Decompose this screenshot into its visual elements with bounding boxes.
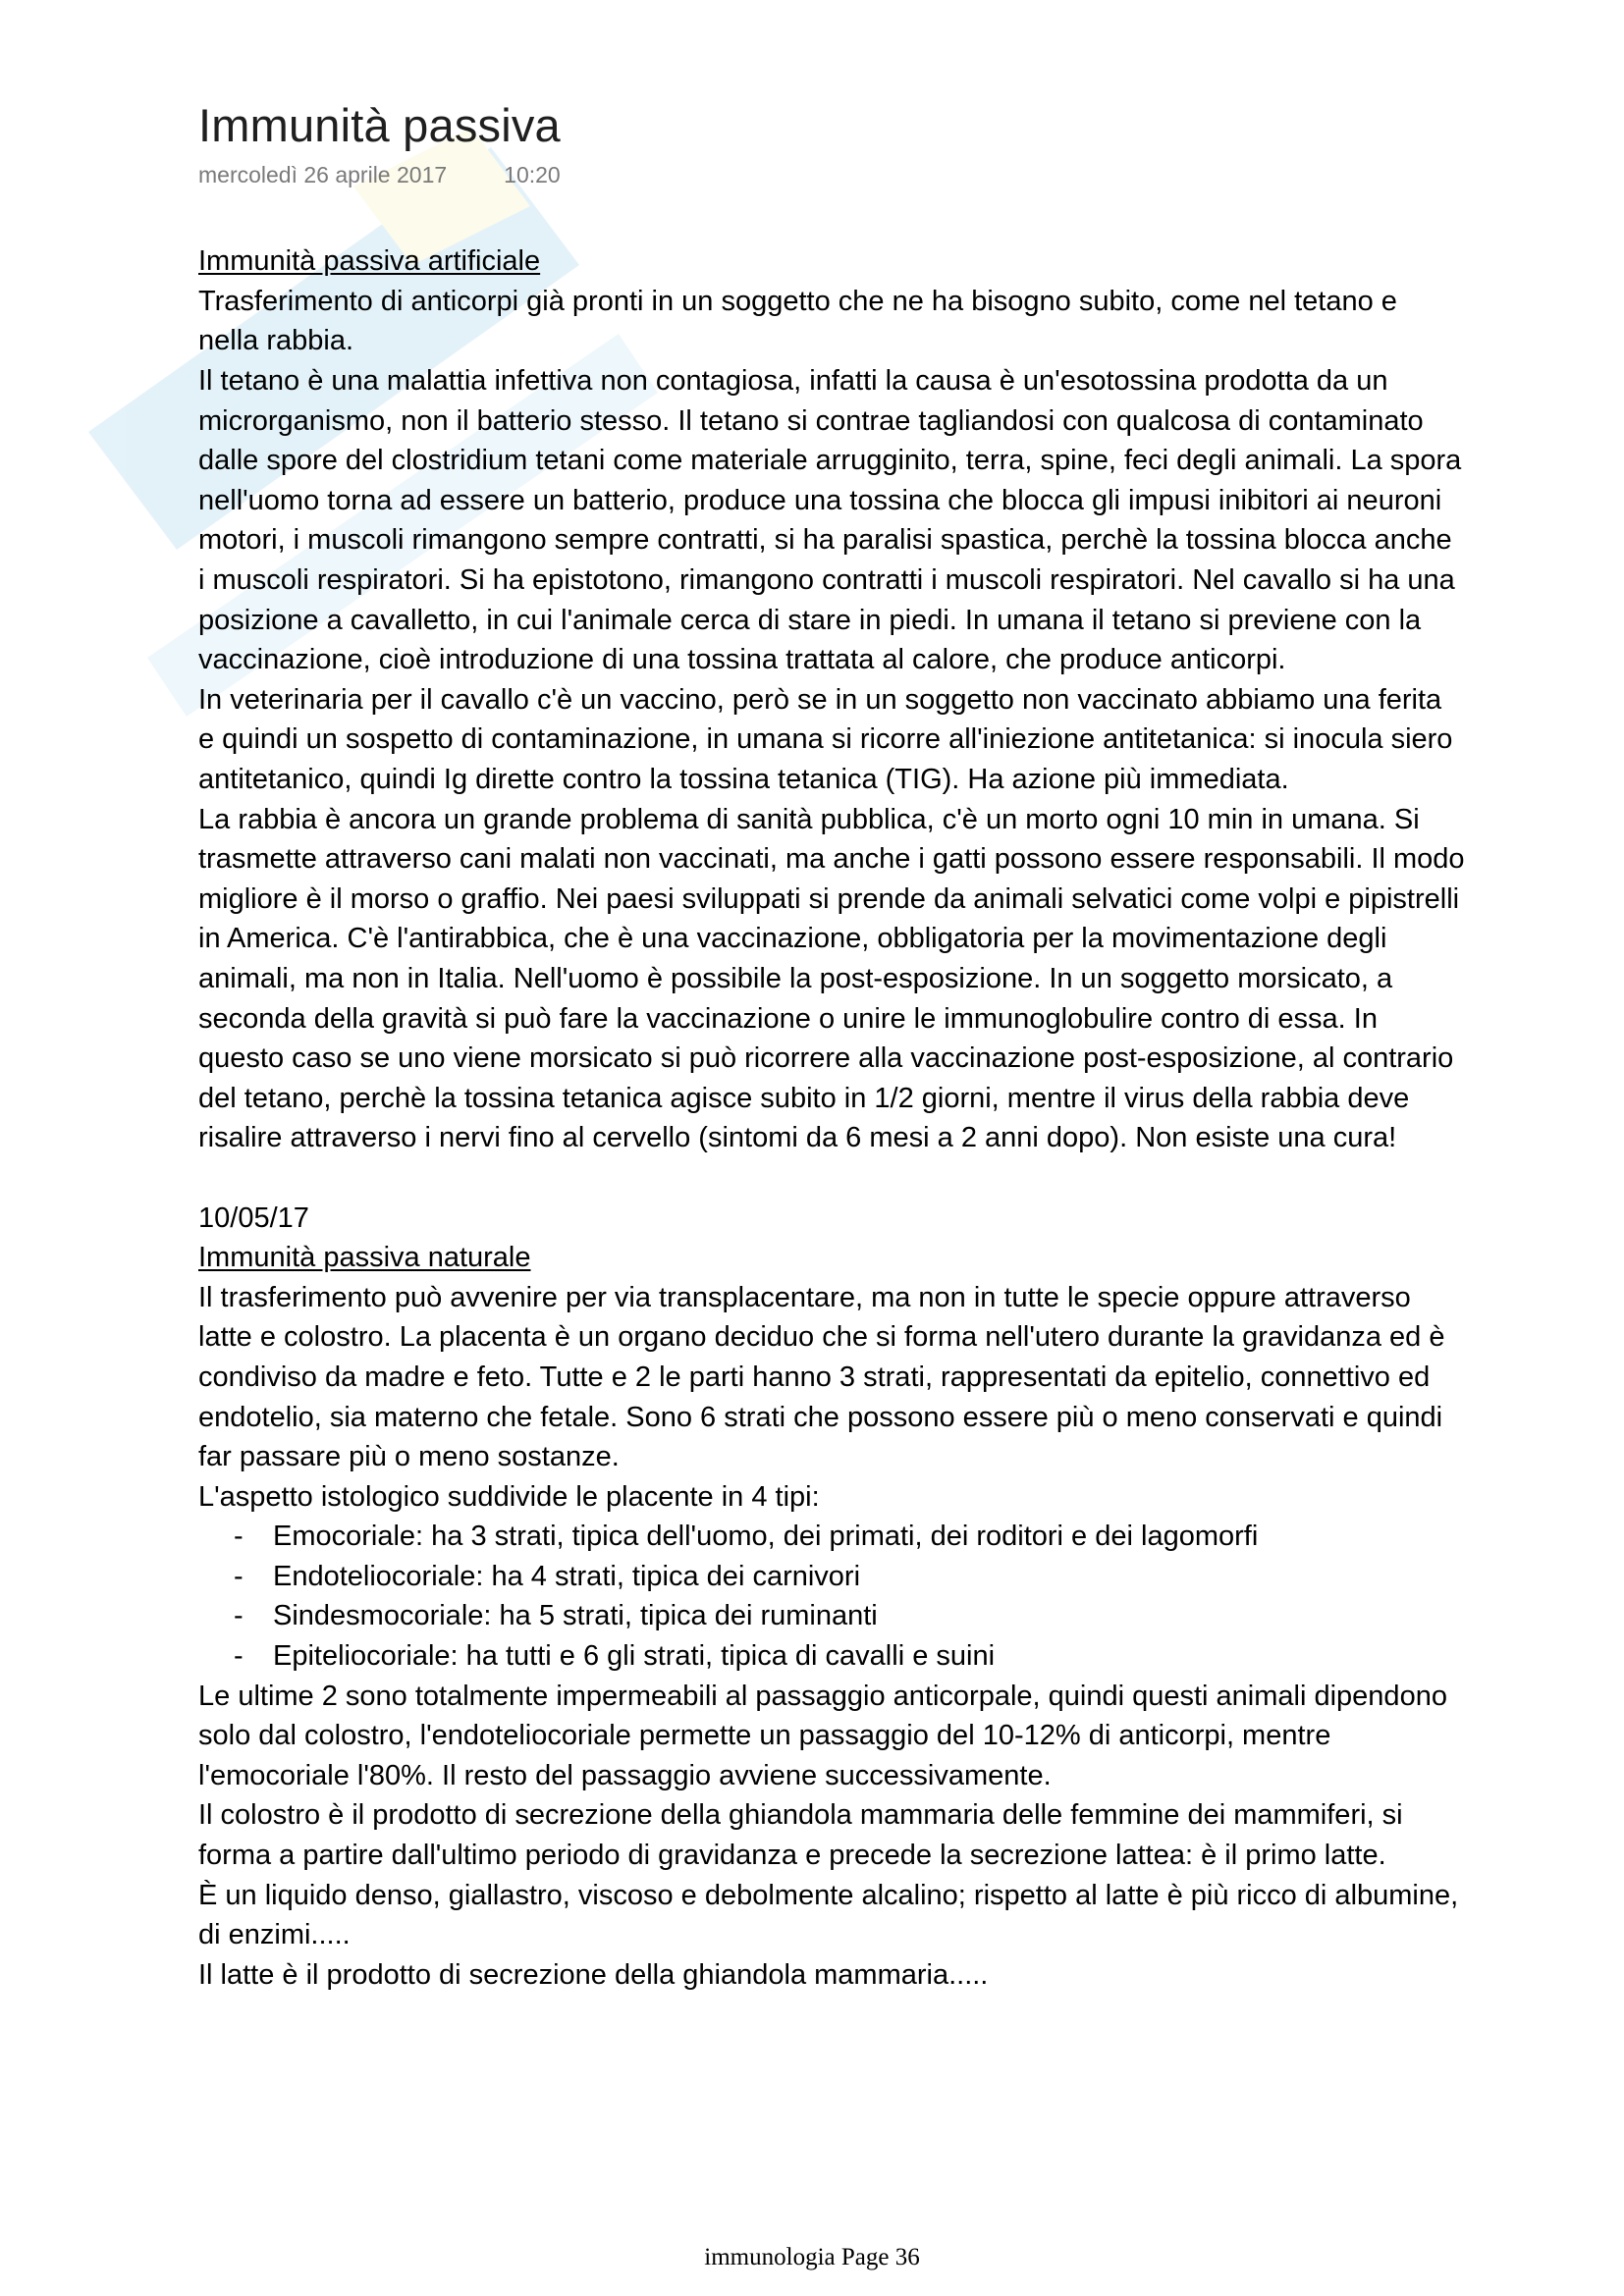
list-item <box>234 1636 1465 1677</box>
list-item <box>234 1557 1465 1597</box>
blank-line <box>198 1158 1465 1199</box>
dash-bullet: - <box>234 1521 244 1553</box>
page-date: mercoledì 26 aprile 2017 <box>198 162 448 188</box>
dash-bullet: - <box>234 1640 244 1673</box>
list-item-text: Epiteliocoriale: ha tutti e 6 gli strati, tipica di cavalli e suini <box>273 1640 996 1673</box>
section-heading-naturale: Immunità passiva naturale <box>198 1242 531 1274</box>
paragraph: In veterinaria per il cavallo c'è un vaccino, però se in un soggetto non vaccinato abbiamo una ferita e quindi un sospetto di contaminazione, in umana si ricorre all'iniezione antitetanica: si inocula siero antitetanico, quindi Ig dirette contro la tossina tetanica (TIG). Ha azione più immediata. <box>198 683 1453 795</box>
list-item <box>234 1596 1465 1636</box>
section-date: 10/05/17 <box>198 1201 309 1234</box>
paragraph: La rabbia è ancora un grande problema di sanità pubblica, c'è un morto ogni 10 min in umana. Si trasmette attraverso cani malati non vaccinati, ma anche i gatti possono essere responsabili. Il modo migliore è il morso o graffio. Nei paesi sviluppati si prende da animali selvatici come volpi e pipistrelli in America. C'è l'antirabbica, che è una vaccinazione, obbligatoria per la movimentazione degli animali, ma non in Italia. Nell'uomo è possibile la post-esposizione. In un soggetto morsicato, a seconda della gravità si può fare la vaccinazione o unire le immunoglobulire contro di essa. In questo caso se uno viene morsicato si può ricorrere alla vaccinazione post-esposizione, al contrario del tetano, perchè la tossina tetanica agisce subito in 1/2 giorni, mentre il virus della rabbia deve risalire attraverso i nervi fino al cervello (sintomi da 6 mesi a 2 anni dopo). Non esiste una cura! <box>198 803 1465 1154</box>
paragraph: Il tetano è una malattia infettiva non contagiosa, infatti la causa è un'esotossina prodotta da un microrganismo, non il batterio stesso. Il tetano si contrae tagliandosi con qualcosa di contaminato dalle spore del clostridium tetani come materiale arrugginito, terra, spine, feci degli animali. La spora nell'uomo torna ad essere un batterio, produce una tossina che blocca gli impusi inibitori ai neuroni motori, i muscoli rimangono sempre contratti, si ha paralisi spastica, perchè la tossina blocca anche i muscoli respiratori. Si ha epistotono, rimangono contratti i muscoli respiratori. Nel cavallo si ha una posizione a cavalletto, in cui l'animale cerca di stare in piedi. In umana il tetano si previene con la vaccinazione, cioè introduzione di una tossina trattata al calore, che produce anticorpi. <box>198 365 1462 676</box>
page-meta <box>198 161 1465 190</box>
paragraph: Il trasferimento può avvenire per via transplacentare, ma non in tutte le specie oppure attraverso latte e colostro. La placenta è un organo deciduo che si forma nell'utero durante la gravidanza ed è condiviso da madre e feto. Tutte e 2 le parti hanno 3 strati, rappresentati da epitelio, connettivo ed endotelio, sia materno che fetale. Sono 6 strati che possono essere più o meno conservati e quindi far passare più o meno sostanze. <box>198 1281 1445 1473</box>
paragraph: Il colostro è il prodotto di secrezione della ghiandola mammaria delle femmine dei mammiferi, si forma a partire dall'ultimo periodo di gravidanza e precede la secrezione lattea: è il primo latte. <box>198 1799 1403 1872</box>
list-item-text: Emocoriale: ha 3 strati, tipica dell'uomo, dei primati, dei roditori e dei lagomorfi <box>273 1521 1259 1553</box>
placenta-types-list <box>198 1517 1465 1676</box>
list-intro: L'aspetto istologico suddivide le placente in 4 tipi: <box>198 1480 820 1513</box>
page <box>198 98 1465 1995</box>
page-content <box>198 241 1465 1995</box>
page-footer: immunologia Page 36 <box>704 2244 920 2270</box>
dash-bullet: - <box>234 1560 244 1592</box>
paragraph: È un liquido denso, giallastro, viscoso e debolmente alcalino; rispetto al latte è più ricco di albumine, di enzimi..... <box>198 1879 1459 1951</box>
paragraph: Trasferimento di anticorpi già pronti in un soggetto che ne ha bisogno subito, come nel tetano e nella rabbia. <box>198 285 1397 357</box>
page-time: 10:20 <box>504 162 561 188</box>
paragraph: Il latte è il prodotto di secrezione della ghiandola mammaria..... <box>198 1958 989 1991</box>
list-item <box>234 1517 1465 1557</box>
list-item-text: Endoteliocoriale: ha 4 strati, tipica dei carnivori <box>273 1560 861 1592</box>
dash-bullet: - <box>234 1600 244 1632</box>
list-item-text: Sindesmocoriale: ha 5 strati, tipica dei ruminanti <box>273 1600 878 1632</box>
section-heading-artificiale: Immunità passiva artificiale <box>198 245 541 278</box>
paragraph: Le ultime 2 sono totalmente impermeabili al passaggio anticorpale, quindi questi animali dipendono solo dal colostro, l'endoteliocoriale permette un passaggio del 10-12% di anticorpi, mentre l'emocoriale l'80%. Il resto del passaggio avviene successivamente. <box>198 1680 1447 1791</box>
page-title: Immunità passiva <box>198 99 561 151</box>
